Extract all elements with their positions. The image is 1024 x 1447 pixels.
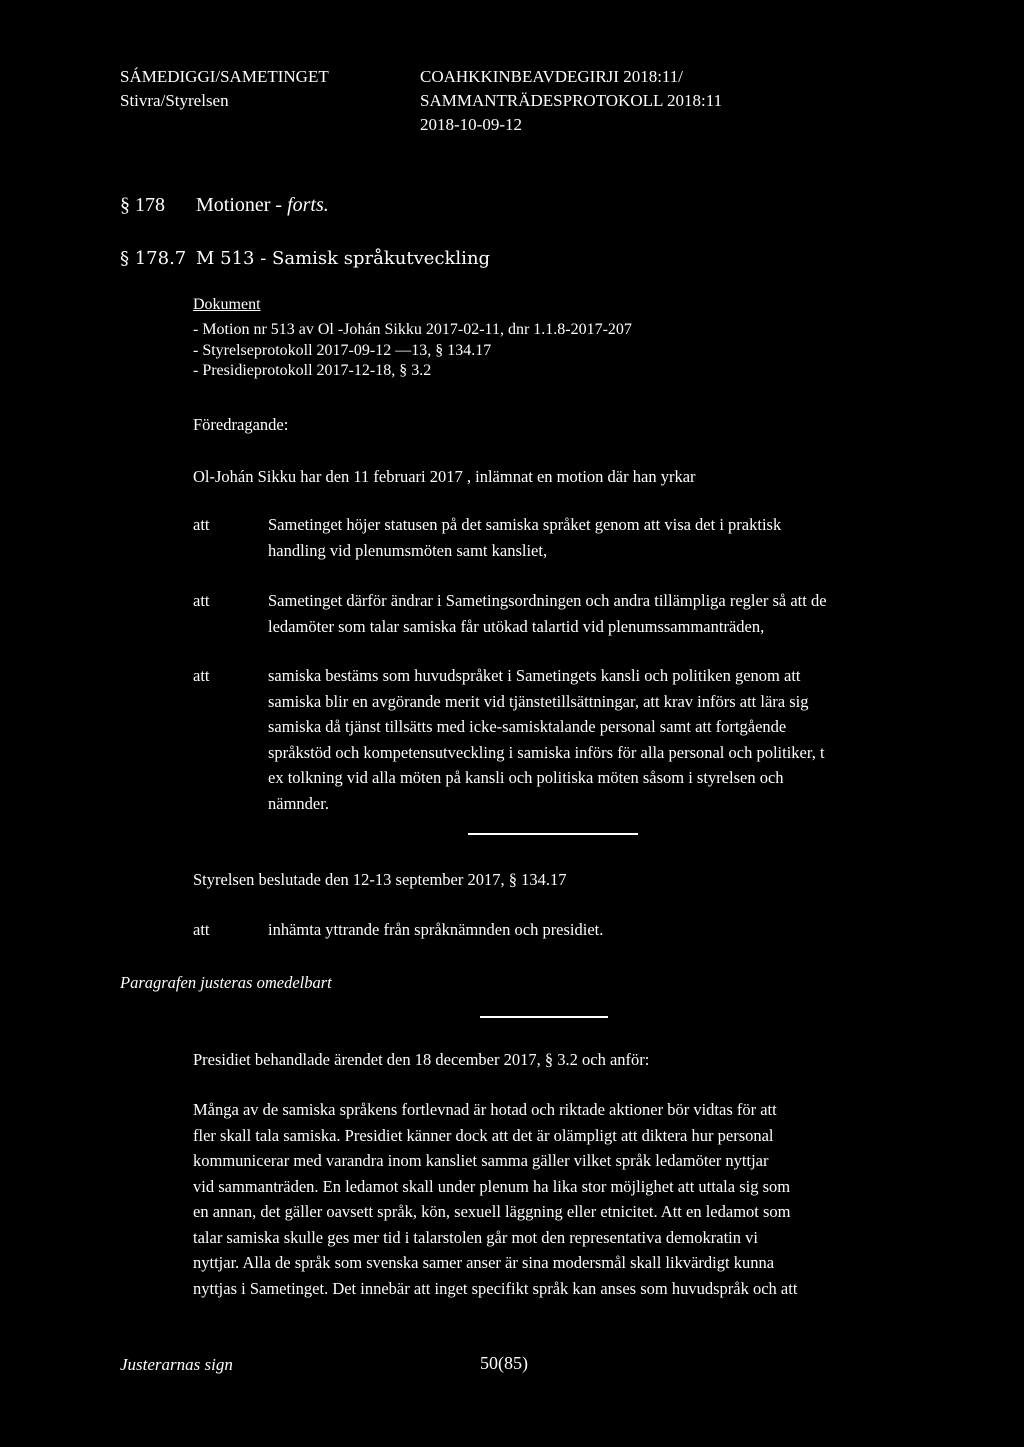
demand-att: att	[193, 591, 210, 610]
section-title-forts: forts.	[287, 194, 329, 216]
paragraph-line: Många av de samiska språkens fortlevnad är hotad och riktade aktioner bör vidtas för att	[193, 1100, 777, 1119]
demand-line: ledamöter som talar samiska får utökad talartid vid plenumssammanträden,	[268, 616, 765, 636]
demand-att: att	[193, 515, 210, 534]
justified-note: Paragrafen justeras omedelbart	[120, 973, 332, 992]
signature-label: Justerarnas sign	[120, 1355, 233, 1374]
intro-text: Ol-Johán Sikku har den 11 februari 2017 , inlämnat en motion där han yrkar	[193, 467, 696, 486]
paragraph-line: vid sammanträden. En ledamot skall under plenum ha lika stor möjlighet att uttala sig som	[193, 1176, 791, 1196]
demand-line: ex tolkning vid alla möten på kansli och politiska möten såsom i styrelsen och	[268, 768, 784, 787]
paragraph-line: talar samiska skulle ges mer tid i talarstolen går mot den representativa demokratin vi	[193, 1227, 758, 1247]
paragraph-line: fler skall tala samiska. Presidiet känner dock att det är olämpligt att diktera hur personal	[193, 1125, 774, 1145]
documents-list	[193, 320, 632, 382]
org-unit: Stivra/Styrelsen	[120, 91, 229, 110]
paragraph-line: nyttjas i Sametinget. Det innebär att inget specifikt språk kan anses som huvudspråk och att	[193, 1278, 798, 1298]
paragraph-line: nyttjar. Alla de språk som svenska samer anser är sina modersmål skall likvärdigt kunna	[193, 1253, 775, 1272]
demand-line: nämnder.	[268, 793, 329, 813]
subsection-title: M 513 - Samisk språkutveckling	[196, 248, 491, 269]
section-title	[196, 194, 329, 217]
document-item: - Styrelseprotokoll 2017-09-12 —13, § 134.17	[193, 341, 492, 359]
demand-line: samiska bestäms som huvudspråket i Sametingets kansli och politiken genom att	[268, 666, 801, 685]
document-item: - Presidieprotokoll 2017-12-18, § 3.2	[193, 362, 432, 379]
protocol-id-swedish: SAMMANTRÄDESPROTOKOLL 2018:11	[420, 91, 723, 110]
demand-line: Sametinget därför ändrar i Sametingsordningen och andra tillämpliga regler så att de	[268, 591, 827, 610]
demand-att: att	[193, 666, 210, 685]
board-decision-content: inhämta yttrande från språknämnden och presidiet.	[268, 920, 604, 939]
board-decision-text: Styrelsen beslutade den 12-13 september 2017, § 134.17	[193, 870, 567, 889]
demand-1	[268, 512, 988, 563]
protocol-id: COAHKKINBEAVDEGIRJI 2018:11/	[420, 67, 684, 86]
demand-line: samiska blir en avgörande merit vid tjänstetillsättningar, att krav införs att lära sig	[268, 691, 809, 711]
demand-3	[268, 663, 988, 816]
board-decision-att: att	[193, 920, 210, 939]
demand-line: handling vid plenumsmöten samt kansliet,	[268, 540, 548, 560]
presidium-paragraph	[193, 1097, 963, 1301]
presidium-text: Presidiet behandlade ärendet den 18 december 2017, § 3.2 och anför:	[193, 1050, 650, 1069]
org-name: SÁMEDIGGI/SAMETINGET	[120, 67, 329, 86]
documents-label: Dokument	[193, 296, 261, 313]
presenter-label: Föredragande:	[193, 415, 289, 434]
paragraph-line: kommunicerar med varandra inom kansliet samma gäller vilket språk ledamöter nyttjar	[193, 1151, 769, 1170]
demand-line: språkstöd och kompetensutveckling i samiska införs för alla personal och politiker, t	[268, 742, 825, 762]
demand-2	[268, 588, 988, 639]
demand-line: samiska då tjänst tillsätts med icke-samisktalande personal samt att fortgående	[268, 717, 787, 736]
divider-line	[480, 1016, 608, 1018]
subsection-number: § 178.7	[120, 248, 187, 269]
protocol-date: 2018-10-09-12	[420, 115, 522, 134]
section-number: § 178	[120, 194, 165, 216]
demand-line: Sametinget höjer statusen på det samiska språket genom att visa det i praktisk	[268, 515, 782, 534]
divider-line	[468, 833, 638, 835]
document-item: - Motion nr 513 av Ol -Johán Sikku 2017-02-11, dnr 1.1.8-2017-207	[193, 321, 632, 338]
paragraph-line: en annan, det gäller oavsett språk, kön, sexuell läggning eller etnicitet. Att en ledamot som	[193, 1202, 791, 1221]
section-title-text: Motioner -	[196, 194, 288, 216]
page-number: 50(85)	[480, 1353, 528, 1373]
